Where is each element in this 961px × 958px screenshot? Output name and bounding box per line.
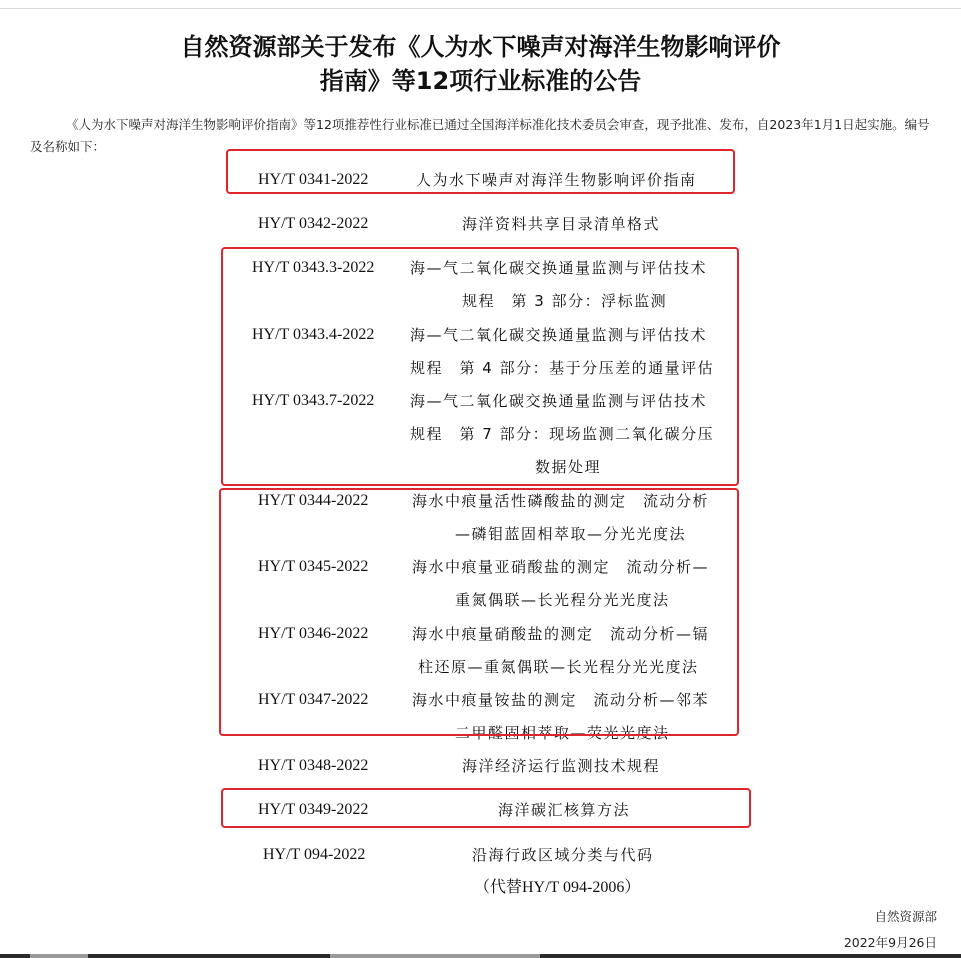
signature-org: 自然资源部 bbox=[874, 909, 937, 924]
page-title-line-1: 自然资源部关于发布《人为水下噪声对海洋生物影响评价 bbox=[180, 33, 781, 61]
standard-name: 海水中痕量铵盐的测定 流动分析—邻苯 bbox=[412, 691, 710, 709]
standard-name: 柱还原—重氮偶联—长光程分光光度法 bbox=[418, 658, 699, 676]
standard-code: HY/T 0343.3-2022 bbox=[252, 259, 375, 276]
standard-code: HY/T 094-2022 bbox=[263, 846, 366, 863]
standard-name: 海洋资料共享目录清单格式 bbox=[462, 215, 661, 233]
standard-name: 数据处理 bbox=[535, 458, 602, 476]
standard-name: （代替HY/T 094-2006） bbox=[474, 879, 641, 896]
standard-name: 海—气二氧化碳交换通量监测与评估技术 bbox=[410, 326, 708, 344]
standard-name: 海水中痕量硝酸盐的测定 流动分析—镉 bbox=[412, 625, 710, 643]
standard-name: —磷钼蓝固相萃取—分光光度法 bbox=[455, 525, 687, 543]
standard-name: 重氮偶联—长光程分光光度法 bbox=[455, 591, 670, 609]
standard-name: 人为水下噪声对海洋生物影响评价指南 bbox=[416, 171, 697, 189]
standard-code: HY/T 0343.4-2022 bbox=[252, 326, 375, 343]
standard-code: HY/T 0342-2022 bbox=[258, 215, 369, 232]
highlight-box bbox=[226, 149, 735, 194]
horizontal-scrollbar[interactable] bbox=[0, 954, 961, 958]
standard-name: 规程 第 7 部分：现场监测二氧化碳分压 bbox=[410, 425, 715, 443]
standard-name: 海水中痕量亚硝酸盐的测定 流动分析— bbox=[412, 558, 710, 576]
standard-code: HY/T 0348-2022 bbox=[258, 757, 369, 774]
standard-name: 二甲醛固相萃取—荧光光度法 bbox=[455, 724, 670, 742]
standard-name: 海水中痕量活性磷酸盐的测定 流动分析 bbox=[412, 492, 710, 510]
standard-name: 海—气二氧化碳交换通量监测与评估技术 bbox=[410, 392, 708, 410]
top-divider bbox=[0, 0, 961, 9]
highlight-box bbox=[221, 788, 751, 828]
standard-code: HY/T 0343.7-2022 bbox=[252, 392, 375, 409]
standard-name: 规程 第 4 部分：基于分压差的通量评估 bbox=[410, 359, 715, 377]
page-title-line-2: 指南》等12项行业标准的公告 bbox=[319, 67, 642, 95]
standard-code: HY/T 0345-2022 bbox=[258, 558, 369, 575]
standard-name: 沿海行政区域分类与代码 bbox=[472, 846, 654, 864]
signature-date: 2022年9月26日 bbox=[843, 935, 937, 950]
standard-name: 海—气二氧化碳交换通量监测与评估技术 bbox=[410, 259, 708, 277]
standard-code: HY/T 0346-2022 bbox=[258, 625, 369, 642]
page-title bbox=[0, 30, 961, 98]
highlight-box bbox=[221, 247, 739, 486]
standard-code: HY/T 0344-2022 bbox=[258, 492, 369, 509]
standard-name: 海洋碳汇核算方法 bbox=[498, 801, 631, 819]
highlight-box bbox=[219, 488, 739, 736]
scrollbar-segment bbox=[30, 954, 88, 958]
standard-name: 规程 第 3 部分：浮标监测 bbox=[462, 292, 668, 310]
intro-paragraph: 《人为水下噪声对海洋生物影响评价指南》等12项推荐性行业标准已通过全国海洋标准化技术委员会审查，现予批准、发布，自2023年1月1日起实施。编号及名称如下： bbox=[30, 117, 930, 154]
standard-code: HY/T 0349-2022 bbox=[258, 801, 369, 818]
scrollbar-segment bbox=[330, 954, 540, 958]
standard-name: 海洋经济运行监测技术规程 bbox=[462, 757, 661, 775]
standard-code: HY/T 0341-2022 bbox=[258, 171, 369, 188]
standard-code: HY/T 0347-2022 bbox=[258, 691, 369, 708]
